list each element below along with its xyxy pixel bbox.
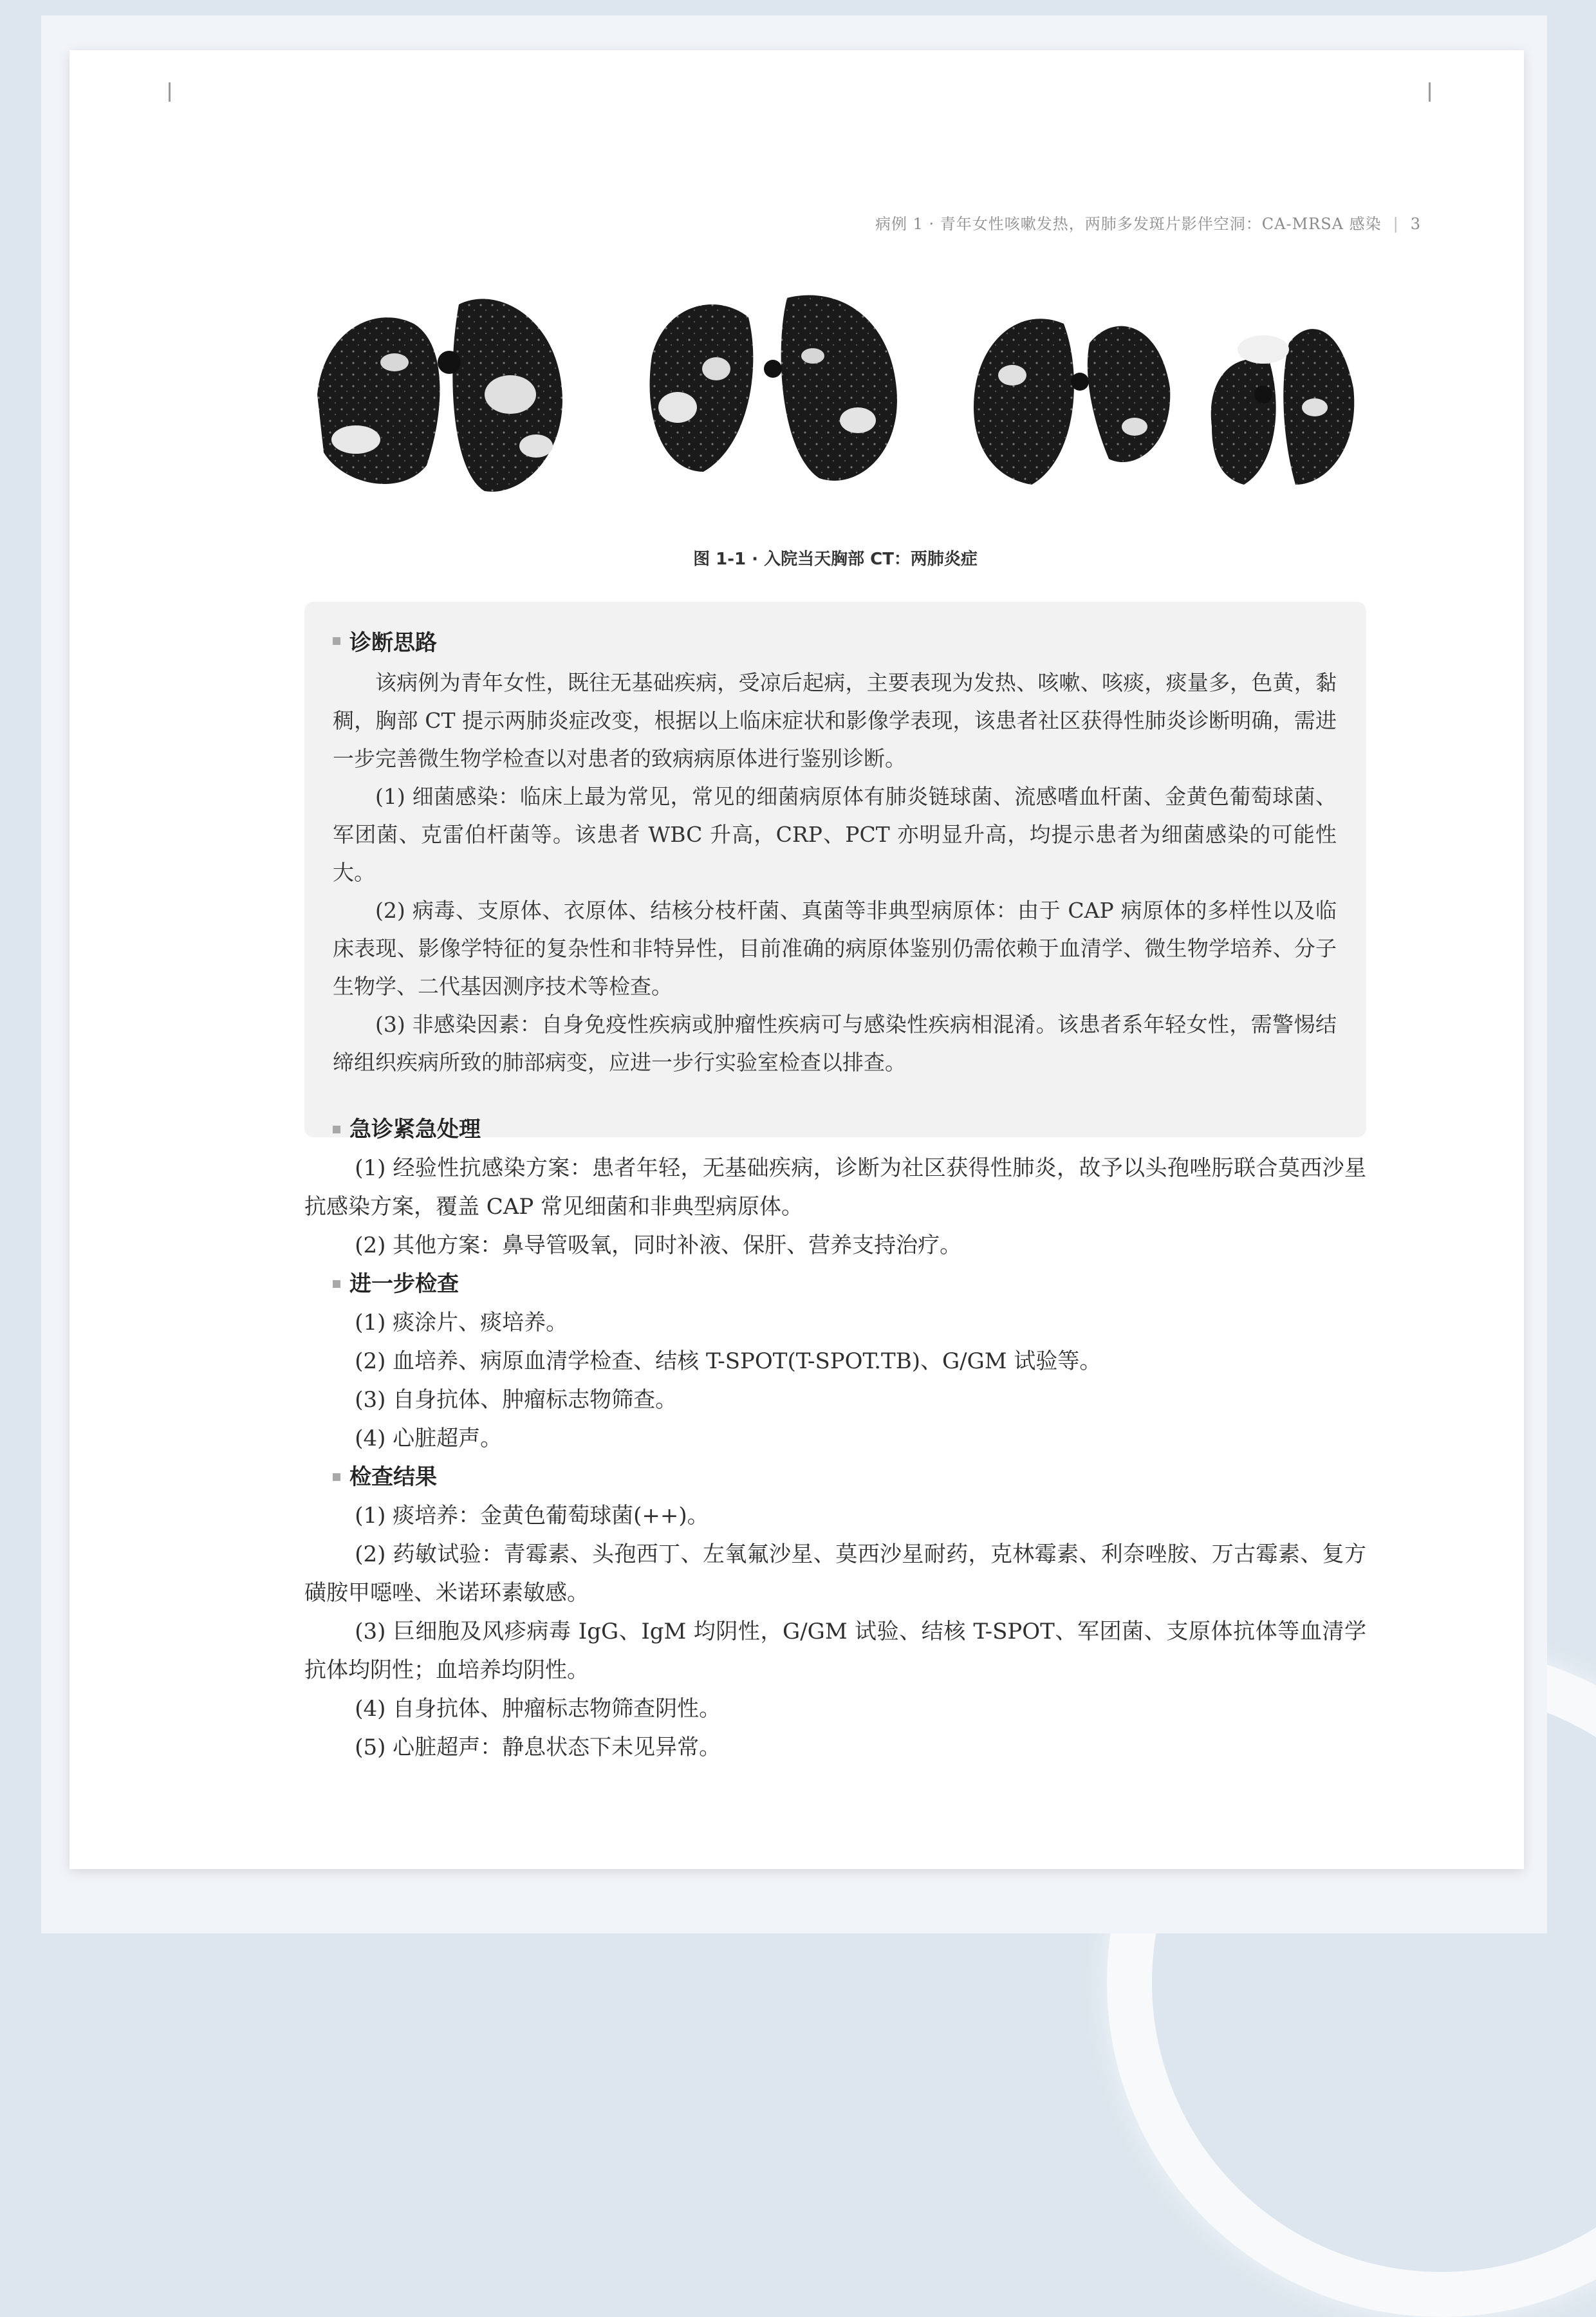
section-item: (1) 痰培养：金黄色葡萄球菌(++)。 <box>355 1503 709 1529</box>
section-item: (4) 自身抗体、肿瘤标志物筛查阴性。 <box>355 1696 721 1722</box>
section-item: (2) 药敏试验：青霉素、头孢西丁、左氧氟沙星、莫西沙星耐药，克林霉素、利奈唑胺、万古霉素、复方磺胺甲噁唑、米诺环素敏感。 <box>304 1541 1366 1606</box>
ct-images <box>304 279 1366 536</box>
square-bullet-icon <box>333 1473 340 1481</box>
running-header <box>584 211 1421 234</box>
section-title: 进一步检查 <box>349 1271 459 1297</box>
section-item: (2) 其他方案：鼻导管吸氧，同时补液、保肝、营养支持治疗。 <box>355 1233 962 1258</box>
diagnosis-title: 诊断思路 <box>349 630 437 656</box>
section-item: (3) 巨细胞及风疹病毒 IgG、IgM 均阴性，G/GM 试验、结核 T-SPOT、军团菌、支原体抗体等血清学抗体均阴性；血培养均阴性。 <box>304 1619 1366 1683</box>
diagnosis-paragraph: (1) 细菌感染：临床上最为常见，常见的细菌病原体有肺炎链球菌、流感嗜血杆菌、金黄色葡萄球菌、军团菌、克雷伯杆菌等。该患者 WBC 升高，CRP、PCT 亦明显升高，均提示患者为细菌感染的可能性大。 <box>333 784 1337 885</box>
diagnosis-paragraph: 该病例为青年女性，既往无基础疾病，受凉后起病，主要表现为发热、咳嗽、咳痰，痰量多，色黄，黏稠，胸部 CT 提示两肺炎症改变，根据以上临床症状和影像学表现，该患者社区获得性肺炎诊断明确，需进一步完善微生物学检查以对患者的致病病原体进行鉴别诊断。 <box>333 670 1337 771</box>
diagnosis-paragraph: (2) 病毒、支原体、衣原体、结核分枝杆菌、真菌等非典型病原体：由于 CAP 病原体的多样性以及临床表现、影像学特征的复杂性和非特异性，目前准确的病原体鉴别仍需依赖于血清学、微生物学培养、分子生物学、二代基因测序技术等检查。 <box>333 898 1337 999</box>
square-bullet-icon <box>333 637 340 645</box>
figure-caption: 图 1-1 · 入院当天胸部 CT：两肺炎症 <box>693 550 978 569</box>
section-item: (1) 痰涂片、痰培养。 <box>355 1310 568 1335</box>
square-bullet-icon <box>333 1280 340 1288</box>
ct-slice-1 <box>317 299 562 492</box>
ct-slice-3 <box>974 319 1170 485</box>
diagnosis-heading <box>333 625 437 656</box>
page-number: 3 <box>1410 215 1421 233</box>
main-text <box>304 1110 1366 1767</box>
section-title: 急诊紧急处理 <box>349 1117 481 1142</box>
section-heading-emergency <box>304 1110 1366 1149</box>
diagnosis-body <box>333 664 1337 1081</box>
section-heading-results <box>304 1458 1366 1496</box>
corner-tick-left <box>169 82 171 102</box>
section-item: (4) 心脏超声。 <box>355 1426 503 1451</box>
diagnosis-box <box>304 602 1366 1137</box>
section-title: 检查结果 <box>349 1464 437 1490</box>
section-item: (5) 心脏超声：静息状态下未见异常。 <box>355 1735 721 1760</box>
corner-tick-right <box>1429 82 1431 102</box>
section-item: (1) 经验性抗感染方案：患者年轻，无基础疾病，诊断为社区获得性肺炎，故予以头孢唑肟联合莫西沙星抗感染方案，覆盖 CAP 常见细菌和非典型病原体。 <box>304 1155 1366 1220</box>
section-item: (3) 自身抗体、肿瘤标志物筛查。 <box>355 1387 678 1413</box>
section-heading-further-tests <box>304 1265 1366 1303</box>
running-header-divider: | <box>1393 215 1399 233</box>
square-bullet-icon <box>333 1126 340 1133</box>
ct-slice-2 <box>650 295 897 481</box>
section-item: (2) 血培养、病原血清学检查、结核 T-SPOT(T-SPOT.TB)、G/GM 试验等。 <box>355 1348 1102 1374</box>
diagnosis-paragraph: (3) 非感染因素：自身免疫性疾病或肿瘤性疾病可与感染性疾病相混淆。该患者系年轻女性，需警惕结缔组织疾病所致的肺部病变，应进一步行实验室检查以排查。 <box>333 1012 1337 1075</box>
running-header-title: 病例 1 · 青年女性咳嗽发热，两肺多发斑片影伴空洞：CA-MRSA 感染 <box>875 215 1382 233</box>
ct-slice-4 <box>1211 329 1355 485</box>
ct-figure <box>304 279 1366 536</box>
